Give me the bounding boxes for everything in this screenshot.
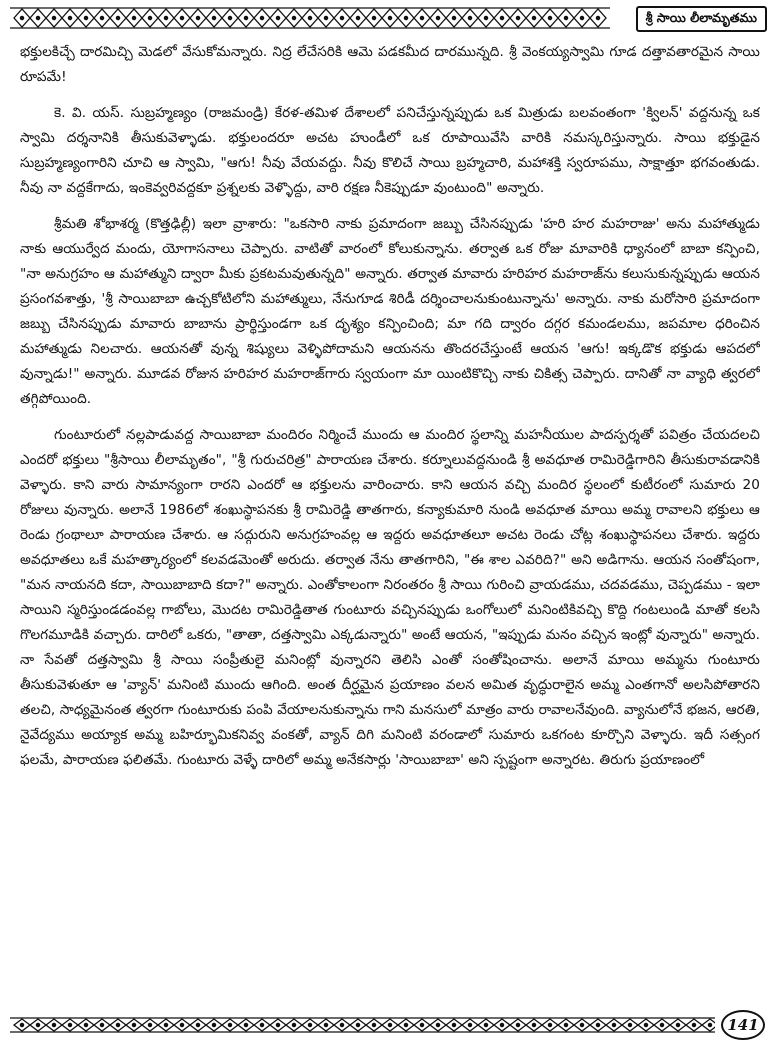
page-number: 141 [721, 1010, 765, 1040]
page-content [20, 40, 760, 1002]
book-title: శ్రీ సాయి లీలామృతము [636, 6, 767, 32]
paragraph-2: కె. వి. యస్. సుబ్రహ్మణ్యం (రాజమండ్రి) కేరళ-తమిళ దేశాలలో పనిచేస్తున్నప్పుడు ఒక మిత్రుడు బలవంతంగా 'క్విలన్' వద్దనున్న ఒక స్వామి దర్శనానికి తీసుకువెళ్ళాడు. భక్తులందరూ అచట హుండీలో ఒక రూపాయివేసి వారికి నమస్కరిస్తున్నారు. సాయి భక్తుడైన సుబ్రహ్మణ్యంగారిని చూచి ఆ స్వామి, "ఆగు! నీవు వేయవద్దు. నీవు కొలిచే సాయి బ్రహ్మచారి, మహాశక్తి స్వరూపము, సాక్షాత్తూ భగవంతుడు. నీవు నా వద్దకేగాదు, ఇంకెవ్వరివద్దకూ ప్రశ్నలకు వెళ్ళొద్దు, వారి రక్షణ నీకెప్పుడూ వుంటుంది" అన్నారు. [20, 105, 760, 196]
page-header [10, 6, 767, 30]
paragraph-1: భక్తులకిచ్చే దారమిచ్చి మెడలో వేసుకోమన్నారు. నిద్ర లేచేసరికి ఆమె పడకమీద దారమున్నది. శ్రీ వెంకయ్యస్వామి గూడ దత్తావతారమైన సాయి రూపమే! [20, 44, 760, 85]
decorative-border-top [10, 6, 610, 30]
decorative-border-bottom [10, 1016, 715, 1034]
paragraph-4: గుంటూరులో నల్లపాడువద్ద సాయిబాబా మందిరం నిర్మించే ముందు ఆ మందిర స్థలాన్ని మహనీయుల పాదస్పర్శతో పవిత్రం చేయదలచి ఎందరో భక్తులు "శ్రీసాయి లీలామృతం", "శ్రీ గురుచరిత్ర" పారాయణ చేశారు. కర్నూలువద్దనుండి శ్రీ అవధూత రామిరెడ్డిగారిని తీసుకురావడానికి వెళ్ళారు. కాని వారు సామాన్యంగా రారని ఎందరో ఆ భక్తులను వారించారు. కాని ఆయన వచ్చి మందిర స్థలంలో కుటీరంలో సుమారు 20 రోజులు వున్నారు. అలానే 1986లో శంఖుస్థాపనకు శ్రీ రామిరెడ్డి తాతగారు, కన్యాకుమారి నుండి అవధూత మాయి అమ్మ రావాలని భక్తులు ఆ రెండు గ్రంథాలూ పారాయణ చేశారు. ఆ సద్గురుని అనుగ్రహంవల్ల ఆ ఇద్దరు అవధూతలూ అచట రెండు చోట్ల శంఖుస్థాపనలు చేశారు. ఇద్దరు అవధూతలు ఒకే మహత్కార్యంలో కలవడమెంతో అరుదు. తర్వాత నేను తాతగారిని, "ఈ శాల ఎవరిది?" అని అడిగాను. ఆయన సంతోషంగా, "మన నాయనది కదా, సాయిబాబాది కదా?" అన్నారు. ఎంతోకాలంగా నిరంతరం శ్రీ సాయి గురించి వ్రాయడము, చదవడము, చెప్పడము - ఇలా సాయిని స్మరిస్తుండడంవల్ల గాబోలు, మొదట రామిరెడ్డితాత గుంటూరు వచ్చినప్పుడు ఒంగోలులో మనింటికివచ్చి కొద్ది గంటలుండి మాతో కలసి గొలగమూడికి వచ్చారు. దారిలో ఒకరు, "తాతా, దత్తస్వామి ఎక్కడున్నారు" అంటే ఆయన, "ఇప్పుడు మనం వచ్చిన ఇంట్లో వున్నారు" అన్నారు. నా సేవతో దత్తస్వామి శ్రీ సాయి సంప్రీతులై మనింట్లో వున్నారని తెలిసి ఎంతో సంతోషించాను. అలానే మాయి అమ్మను గుంటూరు తీసుకువెళుతూ ఆ 'వ్యాన్' మనింటి ముందు ఆగింది. అంత దీర్ఘమైన ప్రయాణం వలన అమిత వృద్ధురాలైన అమ్మ ఎంతగానో అలసిపోతారని తలచి, సాధ్యమైనంత త్వరగా గుంటూరుకు పంపి వేయాలనుకున్నాను గాని మనసులో మాత్రం వారు రావాలనేవుంది. వ్యానులోనే భజన, ఆరతి, నైవేద్యము అయ్యాక అమ్మ బహిర్భూమికనివ్వ వంకతో, వ్యాన్ దిగి మనింటి వరండాలో సుమారు ఒకగంట కూర్చొని వెళ్ళారు. ఇదీ సత్సంగ ఫలమే, పారాయణ ఫలితమే. గుంటూరు వెళ్ళే దారిలో అమ్మ అనేకసార్లు 'సాయిబాబా' అని స్పష్టంగా అన్నారట. తిరుగు ప్రయాణంలో [20, 427, 760, 768]
paragraph-3: శ్రీమతి శోభాశర్మ (కొత్తఢిల్లీ) ఇలా వ్రాశారు: "ఒకసారి నాకు ప్రమాదంగా జబ్బు చేసినప్పుడు 'హరి హర మహరాజు' అను మహాత్ముడు నాకు ఆయుర్వేద మందు, యోగాసనాలు చెప్పారు. వాటితో వారంలో కోలుకున్నాను. తర్వాత ఒక రోజు మావారికి ధ్యానంలో బాబా కన్పించి, "నా అనుగ్రహం ఆ మహాత్ముని ద్వారా మీకు ప్రకటమవుతున్నది" అన్నారు. తర్వాత మావారు హరిహర మహరాజ్‌ను కలుసుకున్నప్పుడు ఆయన ప్రసంగవశాత్తు, 'శ్రీ సాయిబాబా ఉచ్చకోటిలోని మహాత్ములు, నేనుగూడ శిరిడీ దర్శించాలనుకుంటున్నాను' అన్నారు. నాకు మరోసారి ప్రమాదంగా జబ్బు చేసినప్పుడు మావారు బాబాను ప్రార్థిస్తుండగా ఒక దృశ్యం కన్పించింది; మా గది ద్వారం దగ్గర కమండలము, జపమాల ధరించిన మహాత్ముడు నిలచారు. ఆయనతో వున్న శిష్యులు వెళ్ళిపోదామని ఆయనను తొందరచేస్తుంటే ఆయన 'ఆగు! ఇక్కడొక భక్తుడు ఆపదలో వున్నాడు!" అన్నారు. మూడవ రోజున హరిహర మహరాజ్‌గారు స్వయంగా మా యింటికొచ్చి నాకు చికిత్స చెప్పారు. దానితో నా వ్యాధి త్వరలో తగ్గిపోయింది. [20, 216, 760, 407]
page-footer [10, 1010, 767, 1040]
